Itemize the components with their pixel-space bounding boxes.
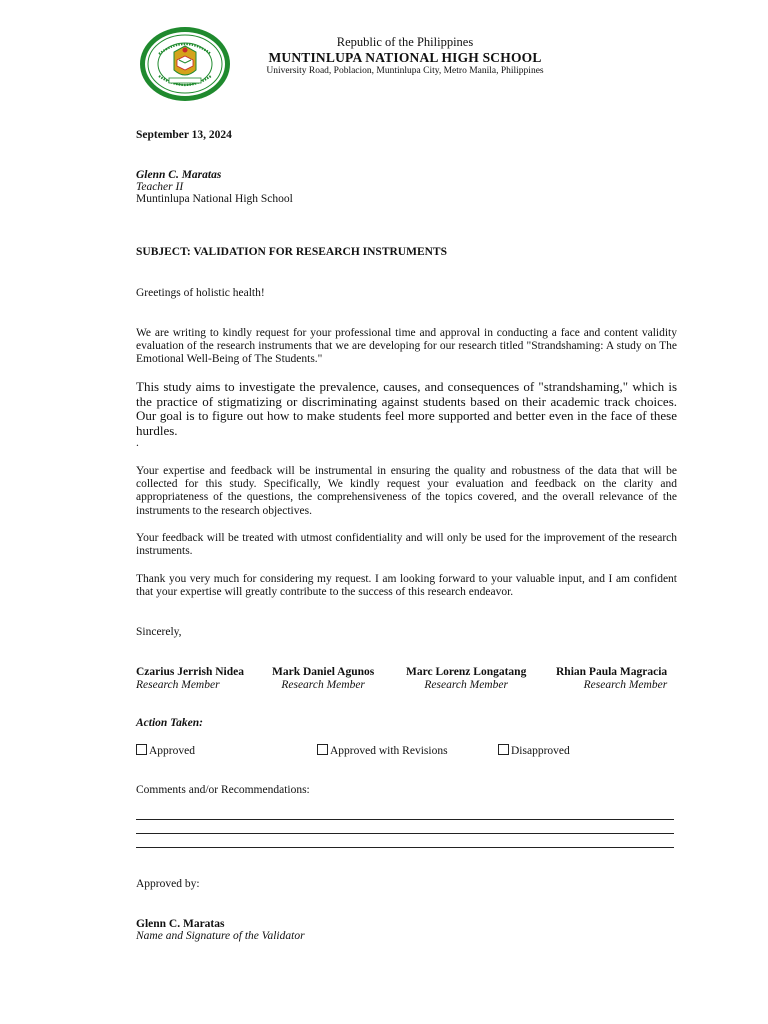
school-seal-logo	[139, 26, 231, 102]
recipient-school: Muntinlupa National High School	[136, 193, 293, 205]
checkbox-approved-with-revisions[interactable]	[317, 744, 328, 755]
republic-line: Republic of the Philippines	[336, 35, 474, 49]
recipient-position: Teacher II	[136, 181, 184, 193]
signatory-1	[136, 666, 244, 691]
option-approved[interactable]	[136, 744, 195, 758]
paragraph-study-aim: This study aims to investigate the prevalence, causes, and consequences of "strandshaming," which is the practice of stigmatizing or discriminating against students based on their academic track choices. Our goal is to figure out how to make students feel more supported and better even in the face of these hurdles.	[136, 379, 677, 438]
paragraph-request: We are writing to kindly request for your professional time and approval in conducting a face and content validity evaluation of the research instruments that we are developing for our research titled "Strandshaming: A study on The Emotional Well-Being of The Students."	[136, 327, 677, 366]
school-name: MUNTINLUPA NATIONAL HIGH SCHOOL	[268, 50, 542, 65]
signatory-2	[272, 666, 374, 691]
signatory-role: Research Member	[424, 678, 508, 691]
option-disapproved[interactable]	[498, 744, 570, 758]
option-approved-with-revisions[interactable]	[317, 744, 448, 758]
comments-label: Comments and/or Recommendations:	[136, 784, 310, 796]
option-label: Disapproved	[511, 745, 570, 757]
comment-line-3[interactable]	[136, 847, 674, 848]
school-address: University Road, Poblacion, Muntinlupa City, Metro Manila, Philippines	[266, 66, 544, 76]
action-taken-label: Action Taken:	[136, 717, 203, 729]
closing: Sincerely,	[136, 626, 182, 638]
signatory-role: Research Member	[281, 678, 365, 691]
stray-period: .	[136, 437, 139, 449]
signatory-name: Mark Daniel Agunos	[272, 666, 375, 678]
letter-date: September 13, 2024	[136, 129, 232, 141]
paragraph-thanks: Thank you very much for considering my request. I am looking forward to your valuable input, and I am confident that your expertise will greatly contribute to the success of this research endeavor.	[136, 573, 677, 599]
signatory-name: Rhian Paula Magracia	[556, 666, 668, 678]
greeting: Greetings of holistic health!	[136, 287, 265, 299]
checkbox-disapproved[interactable]	[498, 744, 509, 755]
validator-name: Glenn C. Maratas	[136, 918, 225, 930]
paragraph-expertise: Your expertise and feedback will be instrumental in ensuring the quality and robustness of the data that will be collected for this study. Specifically, We kindly request your evaluation and feedback on the clarity and appropriateness of the questions, the comprehensiveness of the topics covered, and the overall relevance of the instruments to the research objectives.	[136, 465, 677, 517]
option-label: Approved with Revisions	[330, 745, 448, 757]
approved-by-label: Approved by:	[136, 878, 200, 890]
comment-line-2[interactable]	[136, 833, 674, 834]
letter-subject: SUBJECT: VALIDATION FOR RESEARCH INSTRUMENTS	[136, 246, 447, 258]
signatory-name: Marc Lorenz Longatang	[406, 666, 527, 678]
signatory-role: Research Member	[583, 678, 668, 691]
signatory-name: Czarius Jerrish Nidea	[136, 666, 244, 678]
comment-line-1[interactable]	[136, 819, 674, 820]
option-label: Approved	[149, 745, 195, 757]
signatory-role: Research Member	[136, 678, 220, 691]
paragraph-confidentiality: Your feedback will be treated with utmost confidentiality and will only be used for the improvement of the research instruments.	[136, 532, 677, 558]
checkbox-approved[interactable]	[136, 744, 147, 755]
signatory-4	[556, 666, 667, 691]
recipient-name: Glenn C. Maratas	[136, 169, 222, 181]
validator-caption: Name and Signature of the Validator	[136, 930, 305, 942]
signatory-3	[406, 666, 526, 691]
